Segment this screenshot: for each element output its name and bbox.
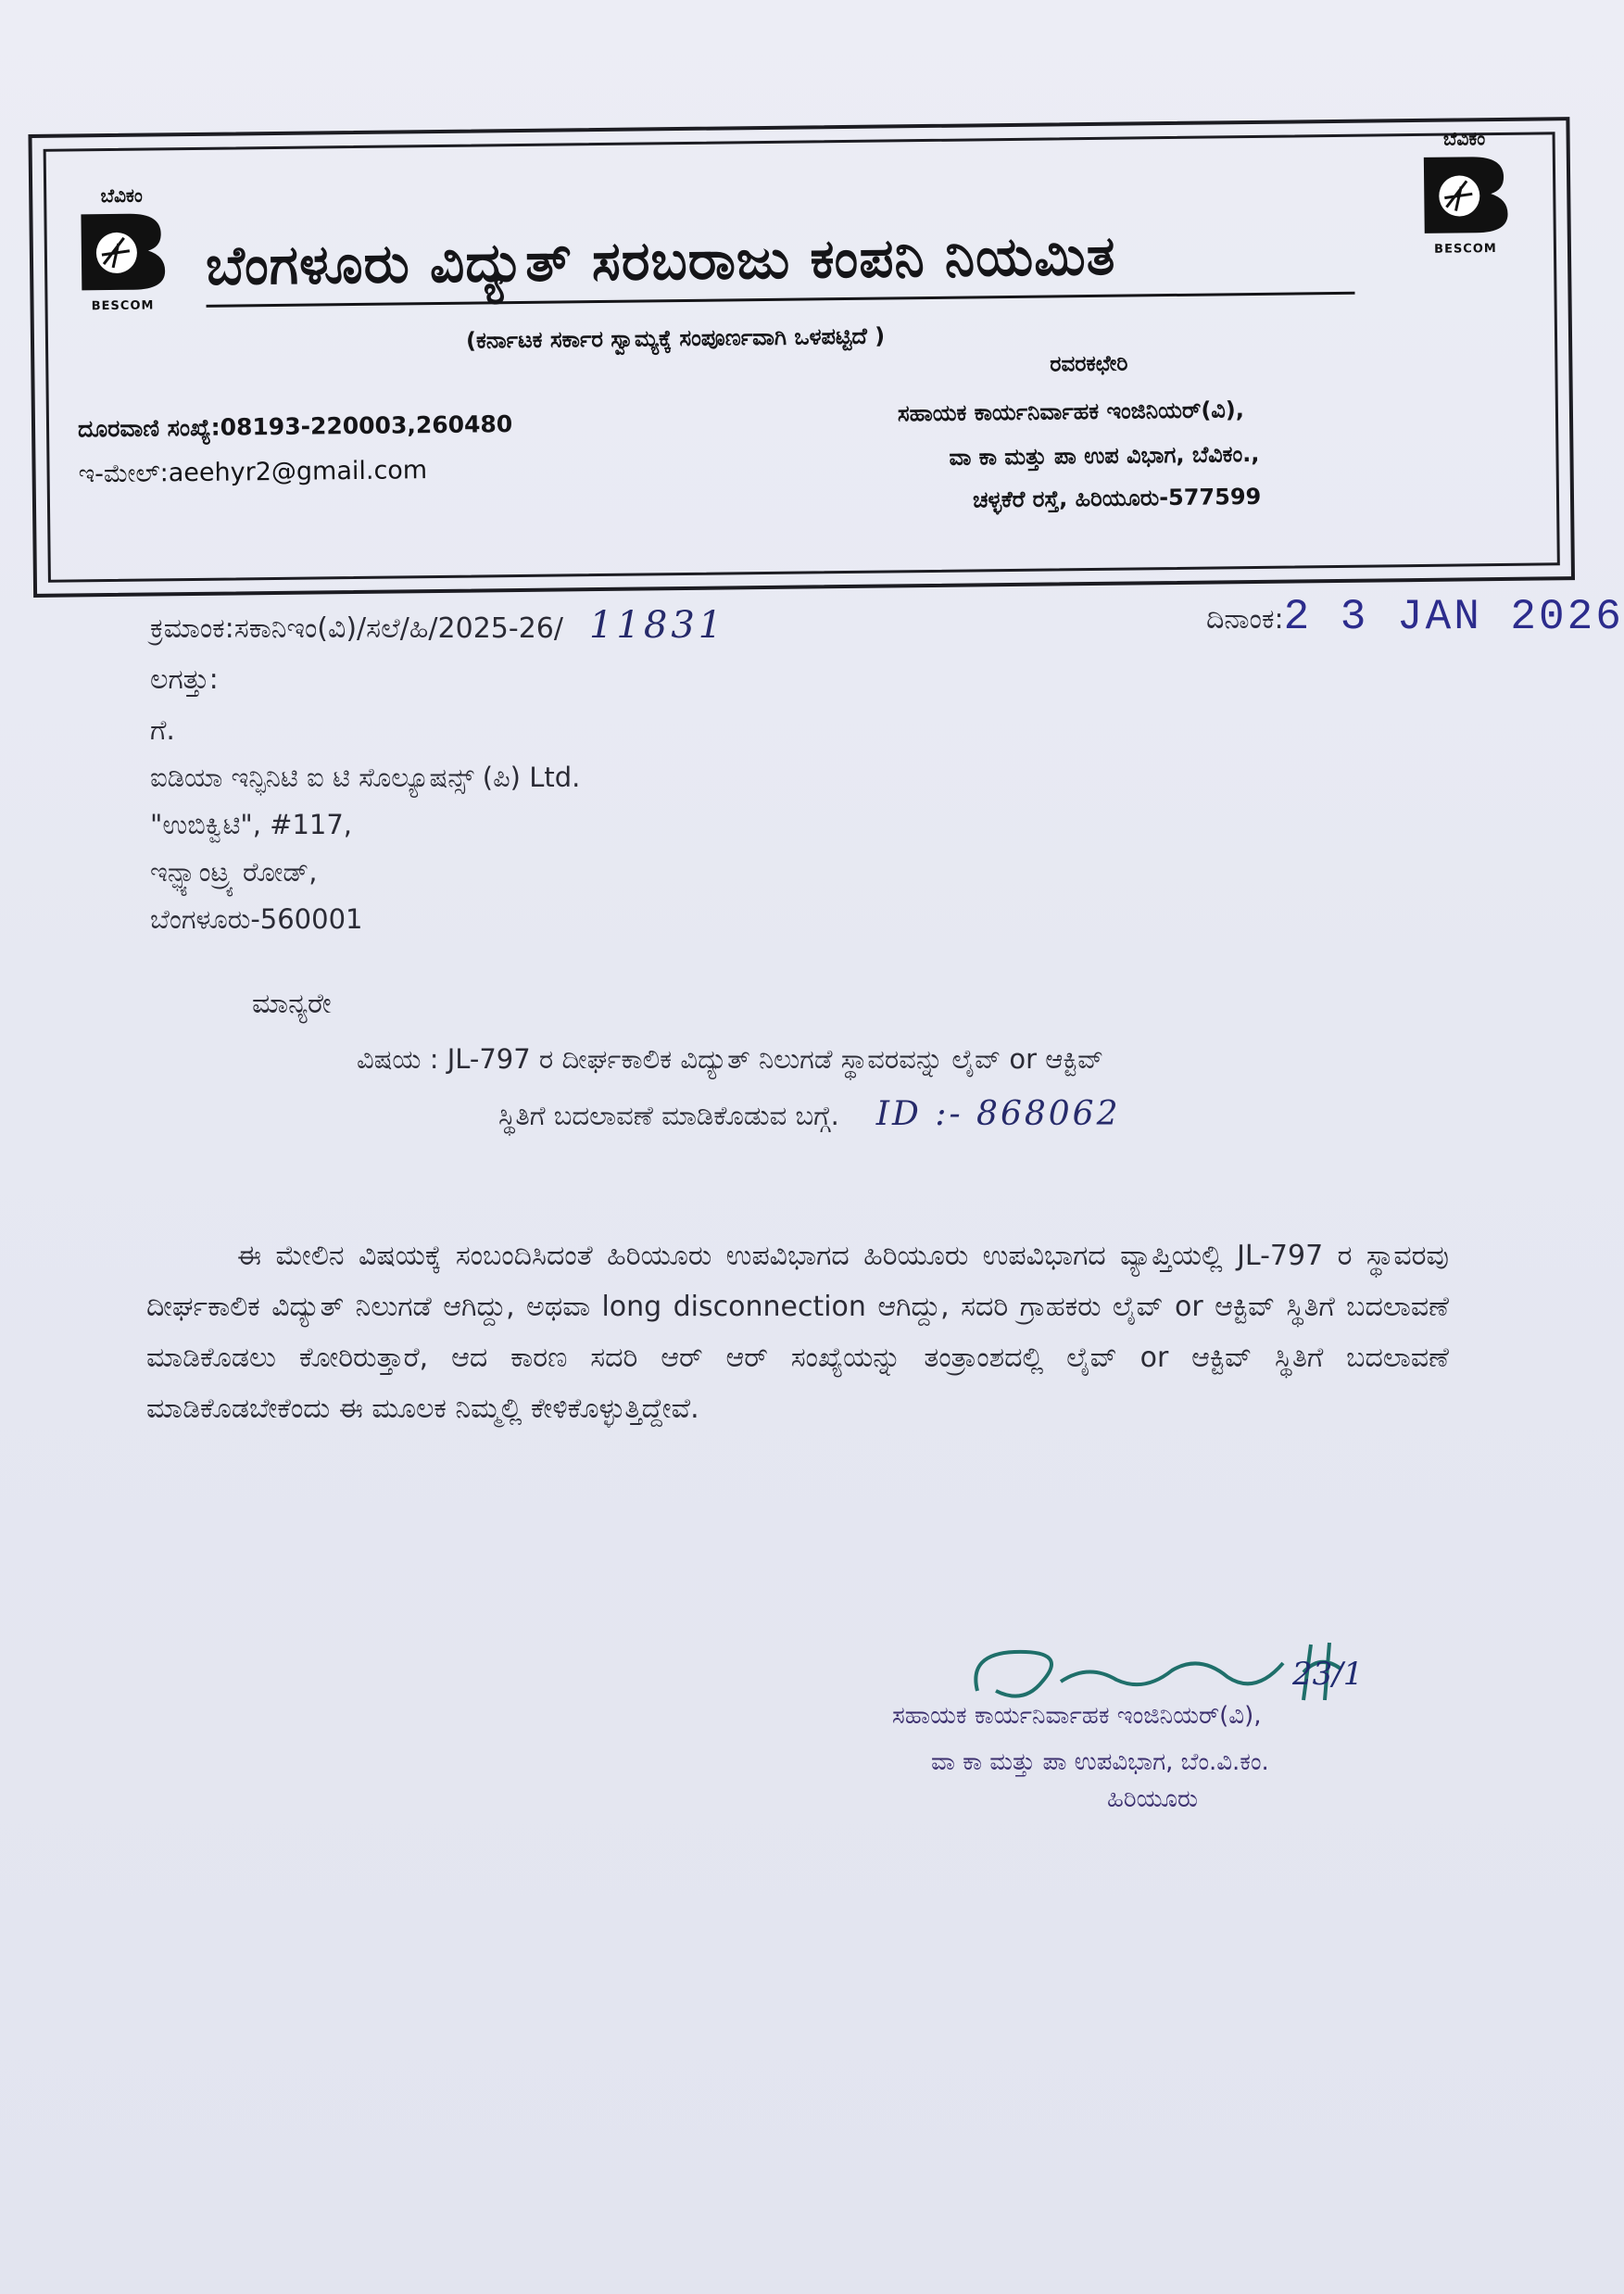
bescom-b-icon xyxy=(1418,153,1512,237)
address-line-building: "ಉಬಿಕ್ವಿಟಿ", #117, xyxy=(150,809,353,840)
phone-number: ದೂರವಾಣಿ ಸಂಖ್ಯೆ:08193-220003,260480 xyxy=(77,410,513,443)
letterhead-inner-border xyxy=(44,132,1560,582)
email-address: ಇ-ಮೇಲ್:aeehyr2@gmail.com xyxy=(78,456,428,489)
address-line-city: ಬೆಂಗಳೂರು-560001 xyxy=(150,903,363,935)
date-block: ದಿನಾಂಕ:2 3 JAN 2026 xyxy=(1206,593,1624,641)
body-paragraph: ಈ ಮೇಲಿನ ವಿಷಯಕ್ಕೆ ಸಂಬಂದಿಸಿದಂತೆ ಹಿರಿಯೂರು ಉಪವಿಭಾಗದ ಹಿರಿಯೂರು ಉಪವಿಭಾಗದ ವ್ಯಾಪ್ತಿಯಲ್ಲಿ JL-797 ರ ಸ್ಥಾವರವು ದೀರ್ಘಕಾಲಿಕ ವಿದ್ಯುತ್ ನಿಲುಗಡೆ ಆಗಿದ್ದು, ಅಥವಾ long disconnection ಆಗಿದ್ದು, ಸದರಿ ಗ್ರಾಹಕರು ಲೈವ್ or ಆಕ್ಟಿವ್ ಸ್ಥಿತಿಗೆ ಬದಲಾವಣೆ ಮಾಡಿಕೊಡಲು ಕೋರಿರುತ್ತಾರೆ, ಆದ ಕಾರಣ ಸದರಿ ಆರ್ ಆರ್ ಸಂಖ್ಯೆಯನ್ನು ತಂತ್ರಾಂಶದಲ್ಲಿ ಲೈವ್ or ಆಕ್ಟಿವ್ ಸ್ಥಿತಿಗೆ ಬದಲಾವಣೆ ಮಾಡಿಕೊಡಬೇಕೆಂದು ಈ ಮೂಲಕ ನಿಮ್ಮಲ್ಲಿ ಕೇಳಿಕೊಳ್ಳುತ್ತಿದ್ದೇವೆ. xyxy=(146,1240,1449,1425)
office-line-4: ಚಳ್ಳಕೆರೆ ರಸ್ತೆ, ಹಿರಿಯೂರು-577599 xyxy=(972,483,1262,513)
signature-office: ವಾ ಕಾ ಮತ್ತು ಪಾ ಉಪವಿಭಾಗ, ಬೆಂ.ವಿ.ಕಂ. xyxy=(931,1748,1269,1776)
handwritten-sign-date: 23/1 xyxy=(1292,1656,1364,1693)
address-to: ಗೆ. xyxy=(150,714,175,747)
handwritten-reference-number: 11831 xyxy=(588,604,726,647)
signature-place: ಹಿರಿಯೂರು xyxy=(1107,1785,1199,1813)
office-line-2: ಸಹಾಯಕ ಕಾರ್ಯನಿರ್ವಾಹಕ ಇಂಜಿನಿಯರ್(ವಿ), xyxy=(897,397,1245,427)
enclosure-label: ಲಗತ್ತು: xyxy=(150,663,219,696)
signature-block xyxy=(885,1626,1441,1848)
company-name: ಬೆಂಗಳೂರು ವಿದ್ಯುತ್ ಸರಬರಾಜು ಕಂಪನಿ ನಿಯಮಿತ xyxy=(205,223,1116,297)
bescom-logo-right: ಬೆವಿಕಂ BESCOM xyxy=(1417,127,1512,257)
reference-number: ಕ್ರಮಾಂಕ:ಸಕಾನಿಇಂ(ವಿ)/ಸಲೆ/ಹಿ/2025-26/ 11831 xyxy=(150,604,726,647)
handwritten-id: ID :- 868062 xyxy=(875,1095,1121,1133)
office-line-1: ರವರಕಛೇರಿ xyxy=(1050,351,1128,377)
letterhead xyxy=(28,80,1590,598)
salutation: ಮಾನ್ಯರೇ xyxy=(252,988,332,1020)
address-line-company: ಐಡಿಯಾ ಇನ್ಫಿನಿಟಿ ಐ ಟಿ ಸೊಲ್ಯೂಷನ್ಸ್ (ಪಿ) Ltd. xyxy=(150,762,581,793)
signature-designation: ಸಹಾಯಕ ಕಾರ್ಯನಿರ್ವಾಹಕ ಇಂಜಿನಿಯರ್(ವಿ), xyxy=(892,1702,1262,1730)
subject-line-1: ವಿಷಯ : JL-797 ರ ದೀರ್ಘಕಾಲಿಕ ವಿದ್ಯುತ್ ನಿಲುಗಡೆ ಸ್ಥಾವರವನ್ನು ಲೈವ್ or ಆಕ್ಟಿವ್ xyxy=(357,1043,1104,1075)
address-line-road: ಇನ್ಫ್ಯಾಂಟ್ರ್ಯ ರೋಡ್, xyxy=(150,856,318,888)
bescom-b-icon xyxy=(75,209,169,294)
date-stamp: 2 3 JAN 2026 xyxy=(1283,593,1624,641)
subject-line-2: ಸ್ಥಿತಿಗೆ ಬದಲಾವಣೆ ಮಾಡಿಕೊಡುವ ಬಗ್ಗೆ. xyxy=(498,1100,839,1131)
subject-line-2-row xyxy=(498,1095,1121,1133)
bescom-logo-left: ಬೆವಿಕಂ BESCOM xyxy=(75,183,170,313)
office-line-3: ವಾ ಕಾ ಮತ್ತು ಪಾ ಉಪ ವಿಭಾಗ, ಬೆವಿಕಂ., xyxy=(949,440,1260,471)
ownership-note: (ಕರ್ನಾಟಕ ಸರ್ಕಾರ ಸ್ವಾಮ್ಯಕ್ಕೆ ಸಂಪೂರ್ಣವಾಗಿ ಒಳಪಟ್ಟಿದೆ ) xyxy=(465,322,886,354)
